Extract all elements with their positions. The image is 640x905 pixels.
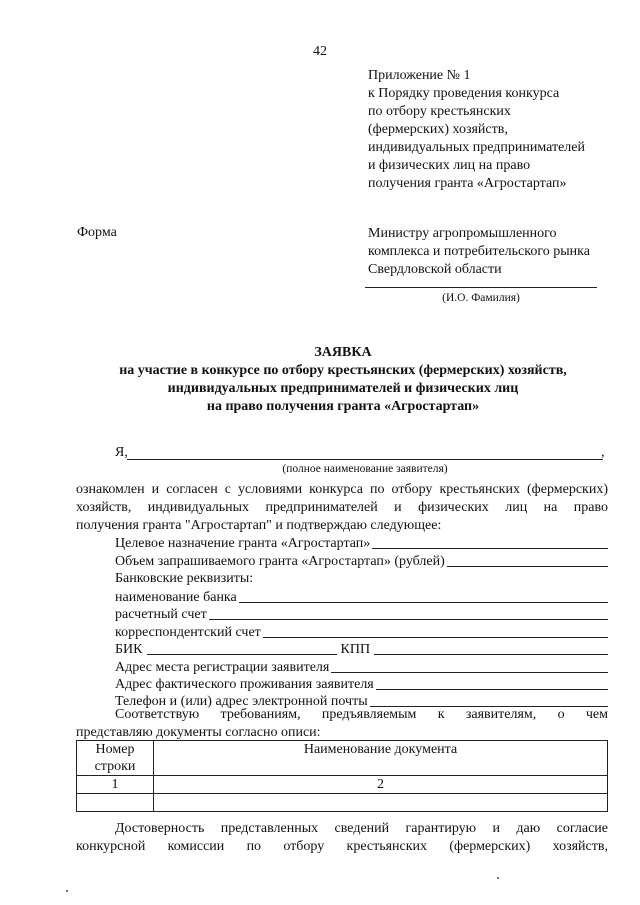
applicant-hint: (полное наименование заявителя) [282,463,448,475]
account-label: расчетный счет [115,607,207,622]
appendix-line: получения гранта «Агростартап» [368,176,567,191]
header-row-number: Номер строки [77,741,154,776]
compliance-paragraph [76,706,608,742]
footer-paragraph [76,820,608,856]
phone-email-label: Телефон и (или) адрес электронной почты [115,694,368,709]
signature-line[interactable] [365,287,597,288]
purpose-field[interactable] [115,534,608,552]
applicant-suffix: , [601,445,605,460]
compliance-line: представляю документы согласно описи: [76,725,321,740]
scan-speck [66,890,68,892]
agreement-line: получения гранта "Агростартап" и подтверждаю следующее: [76,518,442,533]
appendix-line: индивидуальных предпринимателей [368,140,585,155]
purpose-label: Целевое назначение гранта «Агростартап» [115,536,371,551]
amount-label: Объем запрашиваемого гранта «Агростартап» (рублей) [115,554,445,569]
numbering-cell: 1 [77,776,154,794]
appendix-line: Приложение № 1 [368,68,471,83]
bank-details-label: Банковские реквизиты: [115,571,254,586]
addressee-line: Свердловской области [368,262,502,277]
actual-address-field[interactable] [115,675,608,693]
signature-hint: (И.О. Фамилия) [442,292,520,304]
account-field[interactable] [115,605,608,623]
reg-address-field[interactable] [115,658,608,676]
amount-field[interactable] [115,552,608,570]
kpp-field[interactable] [374,654,608,655]
bank-name-field[interactable] [115,588,608,606]
table-numbering-row [77,776,608,794]
reg-address-label: Адрес места регистрации заявителя [115,660,330,675]
documents-table [76,740,608,812]
bik-field[interactable] [147,654,337,655]
footer-line: конкурсной комиссии по отбору крестьянских (фермерских) хозяйств, [76,839,608,854]
bik-kpp-row [115,640,608,658]
header-document-name: Наименование документа [154,741,608,776]
appendix-note [368,67,585,193]
agreement-paragraph [76,481,608,535]
appendix-line: и физических лиц на право [368,158,531,173]
appendix-line: (фермерских) хозяйств, [368,122,508,137]
document-title [0,344,640,416]
applicant-prefix: Я, [115,445,128,460]
bank-name-label: наименование банка [115,590,237,605]
appendix-line: к Порядку проведения конкурса [368,86,560,101]
agreement-line: ознакомлен и согласен с условиями конкурса по отбору крестьянских (фермерских) [76,482,608,497]
table-cell[interactable] [154,794,608,812]
addressee-line: комплекса и потребительского рынка [368,244,590,259]
bik-label: БИК [115,642,143,657]
corr-account-label: корреспондентский счет [115,625,261,640]
addressee-line: Министру агропромышленного [368,226,557,241]
form-label: Форма [77,225,117,240]
table-header-row [77,741,608,776]
title-line: на участие в конкурсе по отбору крестьянских (фермерских) хозяйств, [119,363,567,378]
scan-speck [497,877,499,879]
numbering-cell: 2 [154,776,608,794]
title-line: индивидуальных предпринимателей и физических лиц [167,381,519,396]
kpp-label: КПП [340,642,371,657]
footer-line: Достоверность представленных сведений гарантирую и даю согласие [115,821,608,836]
addressee-block [368,225,590,279]
corr-account-field[interactable] [115,623,608,641]
title-line: на право получения гранта «Агростартап» [206,399,480,414]
applicant-name-field[interactable] [127,459,603,460]
table-row[interactable] [77,794,608,812]
actual-address-label: Адрес фактического проживания заявителя [115,677,374,692]
page-number: 42 [313,44,327,59]
compliance-line: Соответствую требованиям, предъявляемым к заявителям, о чем [115,707,608,722]
title-heading: ЗАЯВКА [314,345,372,360]
appendix-line: по отбору крестьянских [368,104,511,119]
agreement-line: хозяйств, индивидуальных предпринимателей и физических лиц на право [76,500,608,515]
table-cell[interactable] [77,794,154,812]
